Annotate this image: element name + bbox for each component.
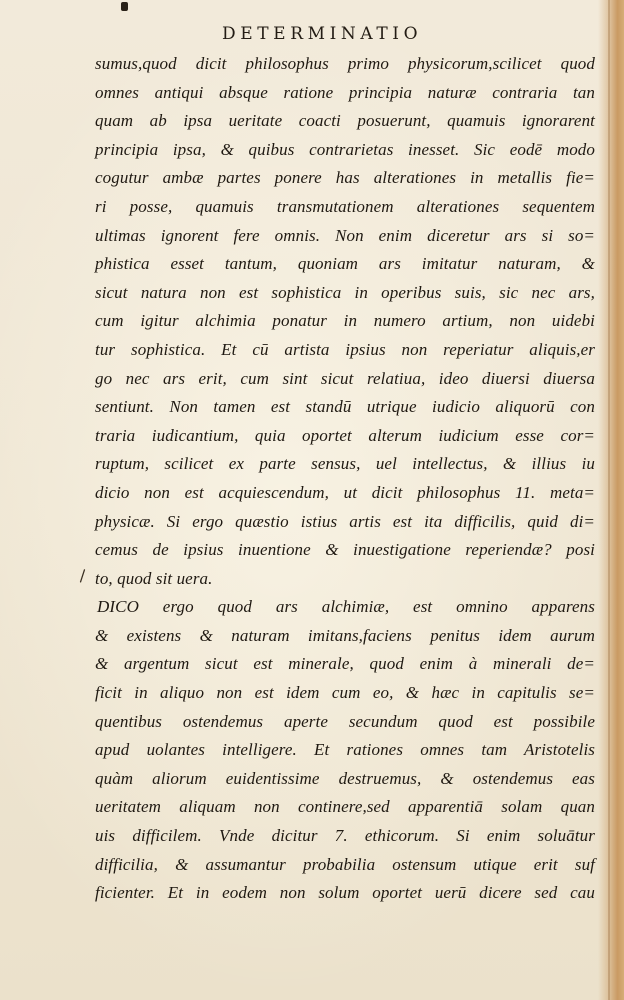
- text-line: quentibus ostendemus aperte secundum quod est possibile: [95, 711, 595, 731]
- text-line: cogutur ambæ partes ponere has alterationes in metallis fie=: [95, 168, 595, 188]
- text-line: ruptum, scilicet ex parte sensus, uel intellectus, & illius iu: [95, 454, 595, 474]
- ink-mark: [121, 2, 128, 11]
- text-line: ficit in aliquo non est idem cum eo, & hæc in capitulis se=: [95, 683, 595, 703]
- text-line: dicio non est acquiescendum, ut dicit philosophus 11. meta=: [95, 482, 595, 502]
- text-line-paragraph-start: DICO ergo quod ars alchimiæ, est omnino apparens: [97, 597, 595, 617]
- text-line: quàm aliorum euidentissime destruemus, & ostendemus eas: [95, 768, 595, 788]
- text-line: sicut natura non est sophistica in operibus suis, sic nec ars,: [95, 282, 595, 302]
- text-line: traria iudicantium, quia oportet alterum iudicium esse cor=: [95, 425, 595, 445]
- text-line-last: to, quod sit uera.: [95, 568, 213, 588]
- text-line: apud uolantes intelligere. Et rationes omnes tam Aristotelis: [95, 740, 595, 760]
- text-line: ficienter. Et in eodem non solum oportet uerū dicere sed cau: [95, 883, 595, 903]
- text-line: sumus,quod dicit philosophus primo physicorum,scilicet quod: [95, 54, 595, 73]
- text-line: go nec ars erit, cum sint sicut relatiua, ideo diuersi diuersa: [95, 368, 595, 388]
- text-line: phistica esset tantum, quoniam ars imitatur naturam, &: [95, 254, 595, 274]
- text-line: omnes antiqui absque ratione principia naturæ contraria tan: [95, 82, 595, 102]
- running-header: DETERMINATIO: [222, 24, 423, 44]
- text-line: cum igitur alchimia ponatur in numero artium, non uidebi: [95, 311, 595, 331]
- text-line: ri posse, quamuis transmutationem alterationes sequentem: [95, 196, 595, 216]
- text-line: difficilia, & assumantur probabilia ostensum utique erit suf: [95, 854, 595, 874]
- page-edge-shadow: [598, 0, 624, 1000]
- text-line: & existens & naturam imitans,faciens penitus idem aurum: [95, 625, 595, 645]
- text-line: physicæ. Si ergo quæstio istius artis est ita difficilis, quid di=: [95, 511, 595, 531]
- text-line: sentiunt. Non tamen est standū utrique iudicio aliquorū con: [95, 397, 595, 417]
- page-gutter-line: [608, 0, 610, 1000]
- text-line: & argentum sicut est minerale, quod enim à minerali de=: [95, 654, 595, 674]
- text-line: cemus de ipsius inuentione & inuestigatione reperiendæ? posi: [95, 540, 595, 560]
- text-line: ueritatem aliquam non continere,sed apparentiā solam quan: [95, 797, 595, 817]
- text-line: quam ab ipsa ueritate coacti posuerunt, quamuis ignorarent: [95, 111, 595, 131]
- text-line: tur sophistica. Et cū artista ipsius non reperiatur aliquis,er: [95, 339, 595, 359]
- text-line: uis difficilem. Vnde dicitur 7. ethicorum. Si enim soluātur: [95, 826, 595, 846]
- body-text: [95, 50, 595, 908]
- paragraph-mark-icon: \: [75, 566, 91, 585]
- text-line: principia ipsa, & quibus contrarietas inesset. Sic eodē modo: [95, 139, 595, 159]
- text-line: ultimas ignorent fere omnis. Non enim diceretur ars si so=: [95, 225, 595, 245]
